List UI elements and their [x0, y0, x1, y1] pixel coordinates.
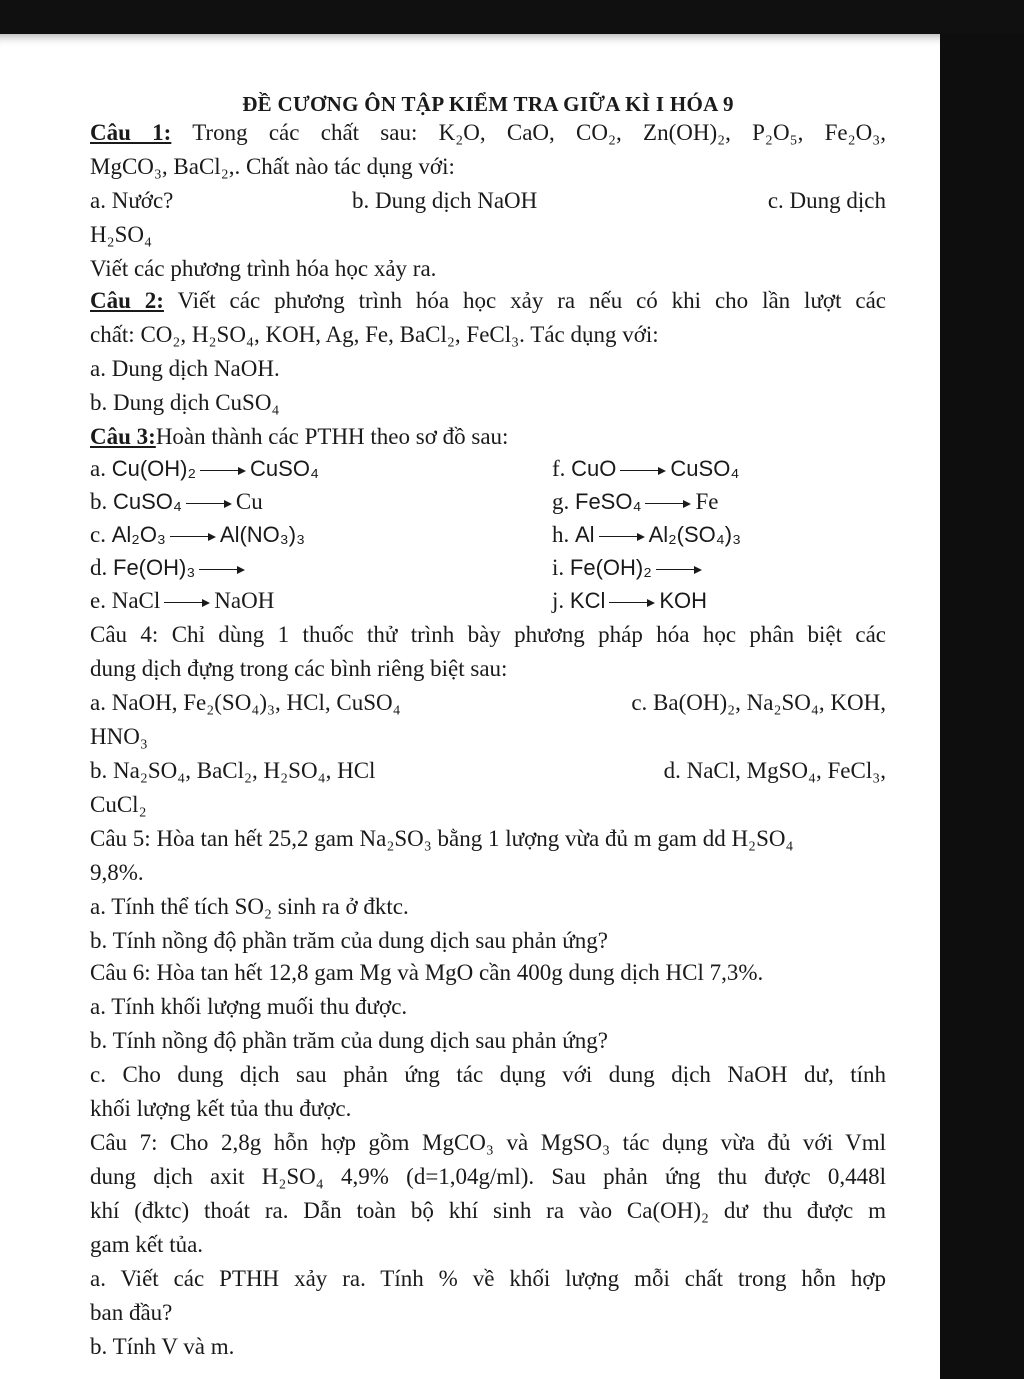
q6-c: c. Cho dung dịch sau phản ứng tác dụng với dung dịch NaOH dư, tính [90, 1062, 886, 1087]
q2-text: Viết các phương trình hóa học xảy ra nếu có khi cho lần lượt các [177, 288, 886, 313]
reaction-arrow-icon [186, 499, 232, 509]
q3-row-1 [90, 454, 886, 484]
eq-rhs: Al(NO₃)₃ [219, 522, 306, 547]
eq-letter: g. [552, 489, 570, 514]
eq-rhs: KOH [659, 588, 708, 613]
q1-option-c-cont: H₂SO₄ [90, 222, 153, 247]
q2-text2: chất: CO₂, H₂SO₄, KOH, Ag, Fe, BaCl₂, FeCl₃. Tác dụng với: [90, 322, 659, 347]
q3-eq-a [90, 454, 319, 484]
eq-rhs: Fe [695, 489, 719, 514]
eq-letter: e. [90, 588, 106, 613]
q4-option-d-cont: CuCl₂ [90, 792, 147, 817]
eq-lhs: Cu(OH)₂ [111, 456, 197, 481]
q3-eq-e [90, 586, 274, 616]
eq-lhs: NaCl [111, 588, 161, 613]
q3-eq-j [552, 586, 707, 616]
q4-text: Câu 4: Chỉ dùng 1 thuốc thử trình bày phương pháp hóa học phân biệt các [90, 622, 886, 647]
eq-rhs: Al₂(SO₄)₃ [648, 522, 742, 547]
q2-a: a. Dung dịch NaOH. [90, 356, 280, 381]
q3-line [90, 422, 886, 452]
q4-row-bd [90, 756, 886, 786]
q1-option-c: c. Dung dịch [767, 188, 886, 213]
reaction-arrow-icon [200, 466, 246, 476]
q1-intro-line [90, 118, 886, 148]
photo-top-edge [0, 0, 1024, 34]
document-title: ĐỀ CƯƠNG ÔN TẬP KIỂM TRA GIỮA KÌ I HÓA 9 [242, 92, 734, 116]
q7-a: a. Viết các PTHH xảy ra. Tính % về khối lượng mỗi chất trong hỗn hợp [90, 1266, 886, 1291]
q1-option-a: a. Nước? [90, 188, 174, 213]
q3-eq-c [90, 520, 305, 550]
q6-c2: khối lượng kết tủa thu được. [90, 1096, 352, 1121]
q4-option-c: c. Ba(OH)₂, Na₂SO₄, KOH, [631, 690, 886, 715]
q7-line-4: gam kết tủa. [90, 1232, 204, 1257]
eq-letter: b. [90, 489, 108, 514]
eq-lhs: Fe(OH)₂ [569, 555, 652, 580]
paper-page [0, 34, 940, 1379]
q3-text: Hoàn thành các PTHH theo sơ đồ sau: [155, 424, 509, 449]
reaction-arrow-icon [656, 565, 702, 575]
eq-letter: h. [552, 522, 570, 547]
q2-label: Câu 2: [90, 288, 164, 313]
q5-text2: 9,8%. [90, 860, 144, 885]
eq-lhs: Fe(OH)₃ [113, 555, 196, 580]
eq-letter: j. [552, 588, 565, 613]
q6-text: Câu 6: Hòa tan hết 12,8 gam Mg và MgO cần 400g dung dịch HCl 7,3%. [90, 960, 764, 985]
q2-line [90, 286, 886, 316]
q5-a: a. Tính thể tích SO₂ sinh ra ở đktc. [90, 894, 409, 919]
q4-option-d: d. NaCl, MgSO₄, FeCl₃, [663, 758, 886, 783]
q3-eq-f [552, 454, 739, 484]
eq-lhs: FeSO₄ [575, 489, 642, 514]
q4-text2: dung dịch đựng trong các bình riêng biệt sau: [90, 656, 508, 681]
q5-text: Câu 5: Hòa tan hết 25,2 gam Na₂SO₃ bằng 1 lượng vừa đủ m gam dd H₂SO₄ [90, 826, 794, 851]
eq-letter: d. [90, 555, 108, 580]
eq-letter: a. [90, 456, 106, 481]
eq-rhs: Cu [235, 489, 263, 514]
reaction-arrow-icon [164, 598, 210, 608]
eq-letter: f. [552, 456, 566, 481]
reaction-arrow-icon [645, 499, 691, 509]
q6-b: b. Tính nồng độ phần trăm của dung dịch sau phản ứng? [90, 1028, 608, 1053]
eq-rhs: NaOH [214, 588, 275, 613]
q1-options-row [90, 186, 886, 216]
q1-label: Câu 1: [90, 120, 172, 145]
q2-b: b. Dung dịch CuSO₄ [90, 390, 280, 415]
q5-b: b. Tính nồng độ phần trăm của dung dịch sau phản ứng? [90, 928, 608, 953]
reaction-arrow-icon [599, 532, 645, 542]
q7-b: b. Tính V và m. [90, 1334, 235, 1359]
reaction-arrow-icon [170, 532, 216, 542]
q3-row-3 [90, 520, 886, 550]
eq-lhs: Al₂O₃ [111, 522, 166, 547]
eq-lhs: CuSO₄ [113, 489, 182, 514]
eq-lhs: CuO [571, 456, 617, 481]
q3-eq-b [90, 487, 263, 517]
q1-task: Viết các phương trình hóa học xảy ra. [90, 256, 437, 281]
eq-lhs: Al [575, 522, 595, 547]
q4-option-a: a. NaOH, Fe₂(SO₄)₃, HCl, CuSO₄ [90, 690, 401, 715]
reaction-arrow-icon [620, 466, 666, 476]
q3-eq-d [90, 553, 249, 583]
q7-a2: ban đầu? [90, 1300, 173, 1325]
reaction-arrow-icon [609, 598, 655, 608]
q1-intro2: MgCO₃, BaCl₂,. Chất nào tác dụng với: [90, 154, 455, 179]
q3-row-2 [90, 487, 886, 517]
q4-option-b: b. Na₂SO₄, BaCl₂, H₂SO₄, HCl [90, 758, 376, 783]
eq-rhs: CuSO₄ [250, 456, 319, 481]
q3-row-4 [90, 553, 886, 583]
q3-row-5 [90, 586, 886, 616]
q7-line-2: dung dịch axit H₂SO₄ 4,9% (d=1,04g/ml). Sau phản ứng thu được 0,448l [90, 1164, 886, 1189]
eq-lhs: KCl [569, 588, 606, 613]
q7-line-3: khí (đktc) thoát ra. Dẫn toàn bộ khí sinh ra vào Ca(OH)₂ dư thu được m [90, 1198, 886, 1223]
q4-row-ac [90, 688, 886, 718]
eq-rhs: CuSO₄ [670, 456, 740, 481]
q3-eq-h [552, 520, 741, 550]
reaction-arrow-icon [199, 565, 245, 575]
q3-eq-i [552, 553, 706, 583]
q3-label: Câu 3: [90, 424, 156, 449]
q6-a: a. Tính khối lượng muối thu được. [90, 994, 408, 1019]
q1-option-b: b. Dung dịch NaOH [352, 188, 538, 213]
q1-intro: Trong các chất sau: K₂O, CaO, CO₂, Zn(OH)₂, P₂O₅, Fe₂O₃, [192, 120, 886, 145]
q3-eq-g [552, 487, 718, 517]
q7-line-1: Câu 7: Cho 2,8g hỗn hợp gồm MgCO₃ và MgSO₃ tác dụng vừa đủ với Vml [90, 1130, 886, 1155]
eq-letter: i. [552, 555, 565, 580]
eq-letter: c. [90, 522, 106, 547]
q4-option-c-cont: HNO₃ [90, 724, 148, 749]
